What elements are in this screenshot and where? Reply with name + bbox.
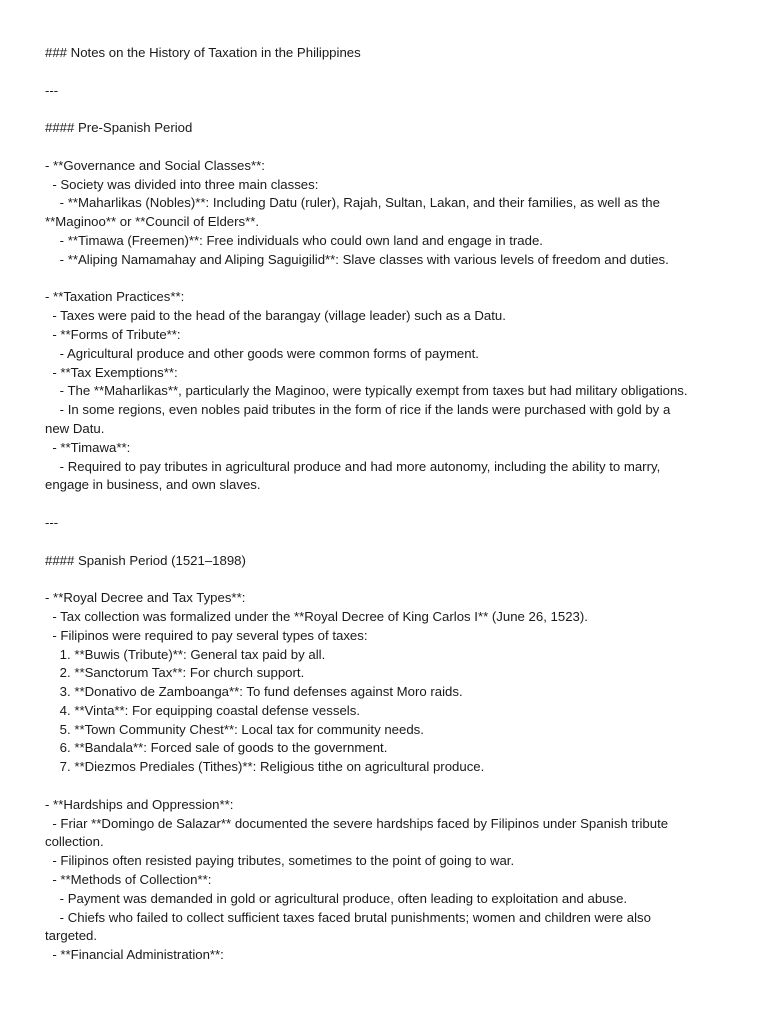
- blank-line: [45, 270, 735, 289]
- text-line: - Friar **Domingo de Salazar** documented the severe hardships faced by Filipinos under Spanish tribute: [45, 815, 669, 831]
- blank-line: [45, 63, 735, 82]
- text-line: - In some regions, even nobles paid tributes in the form of rice if the lands were purchased with gold by a: [45, 402, 671, 418]
- text-line: - Tax collection was formalized under the **Royal Decree of King Carlos I** (June 26, 1523).: [45, 608, 588, 624]
- document-body: [45, 44, 735, 965]
- section-heading-spanish: #### Spanish Period (1521–1898): [45, 552, 246, 568]
- text-line: - Chiefs who failed to collect sufficient taxes faced brutal punishments; women and children were also: [45, 909, 651, 925]
- text-line: - Taxes were paid to the head of the barangay (village leader) such as a Datu.: [45, 308, 506, 324]
- text-line: - **Hardships and Oppression**:: [45, 796, 234, 812]
- text-line: - Payment was demanded in gold or agricultural produce, often leading to exploitation and abuse.: [45, 890, 628, 906]
- text-line: - **Tax Exemptions**:: [45, 364, 178, 380]
- tax-list-item: 2. **Sanctorum Tax**: For church support.: [45, 665, 305, 681]
- blank-line: [45, 533, 735, 552]
- tax-list-item: 7. **Diezmos Prediales (Tithes)**: Religious tithe on agricultural produce.: [45, 759, 485, 775]
- blank-line: [45, 100, 735, 119]
- text-line: - The **Maharlikas**, particularly the Maginoo, were typically exempt from taxes but had military obligations.: [45, 383, 688, 399]
- tax-list-item: 1. **Buwis (Tribute)**: General tax paid by all.: [45, 646, 326, 662]
- text-line: **Maginoo** or **Council of Elders**.: [45, 214, 260, 230]
- text-line: - **Methods of Collection**:: [45, 872, 212, 888]
- blank-line: [45, 777, 735, 796]
- text-line: - Society was divided into three main classes:: [45, 176, 319, 192]
- text-line: - **Taxation Practices**:: [45, 289, 185, 305]
- text-line: - **Governance and Social Classes**:: [45, 157, 265, 173]
- section-heading-pre-spanish: #### Pre-Spanish Period: [45, 120, 193, 136]
- text-line: - Filipinos often resisted paying tributes, sometimes to the point of going to war.: [45, 853, 515, 869]
- text-line: - **Timawa (Freemen)**: Free individuals who could own land and engage in trade.: [45, 232, 543, 248]
- text-line: collection.: [45, 834, 104, 850]
- text-line: - **Maharlikas (Nobles)**: Including Datu (ruler), Rajah, Sultan, Lakan, and their families, as well as the: [45, 195, 660, 211]
- text-line: - **Royal Decree and Tax Types**:: [45, 590, 246, 606]
- tax-list-item: 3. **Donativo de Zamboanga**: To fund defenses against Moro raids.: [45, 684, 463, 700]
- text-line: new Datu.: [45, 420, 105, 436]
- text-line: targeted.: [45, 928, 98, 944]
- horizontal-rule: ---: [45, 514, 59, 530]
- blank-line: [45, 495, 735, 514]
- text-line: engage in business, and own slaves.: [45, 477, 261, 493]
- blank-line: [45, 570, 735, 589]
- tax-list-item: 4. **Vinta**: For equipping coastal defense vessels.: [45, 702, 360, 718]
- text-line: - **Financial Administration**:: [45, 947, 224, 963]
- text-line: - **Forms of Tribute**:: [45, 326, 181, 342]
- text-line: - **Timawa**:: [45, 439, 131, 455]
- tax-list-item: 5. **Town Community Chest**: Local tax for community needs.: [45, 721, 424, 737]
- text-line: - Filipinos were required to pay several types of taxes:: [45, 627, 368, 643]
- text-line: - Agricultural produce and other goods were common forms of payment.: [45, 345, 479, 361]
- tax-list-item: 6. **Bandala**: Forced sale of goods to the government.: [45, 740, 388, 756]
- blank-line: [45, 138, 735, 157]
- text-line: - Required to pay tributes in agricultural produce and had more autonomy, including the ability to marry,: [45, 458, 661, 474]
- document-title: ### Notes on the History of Taxation in the Philippines: [45, 45, 361, 60]
- text-line: - **Aliping Namamahay and Aliping Saguigilid**: Slave classes with various levels of freedom and duties.: [45, 251, 669, 267]
- horizontal-rule: ---: [45, 82, 59, 98]
